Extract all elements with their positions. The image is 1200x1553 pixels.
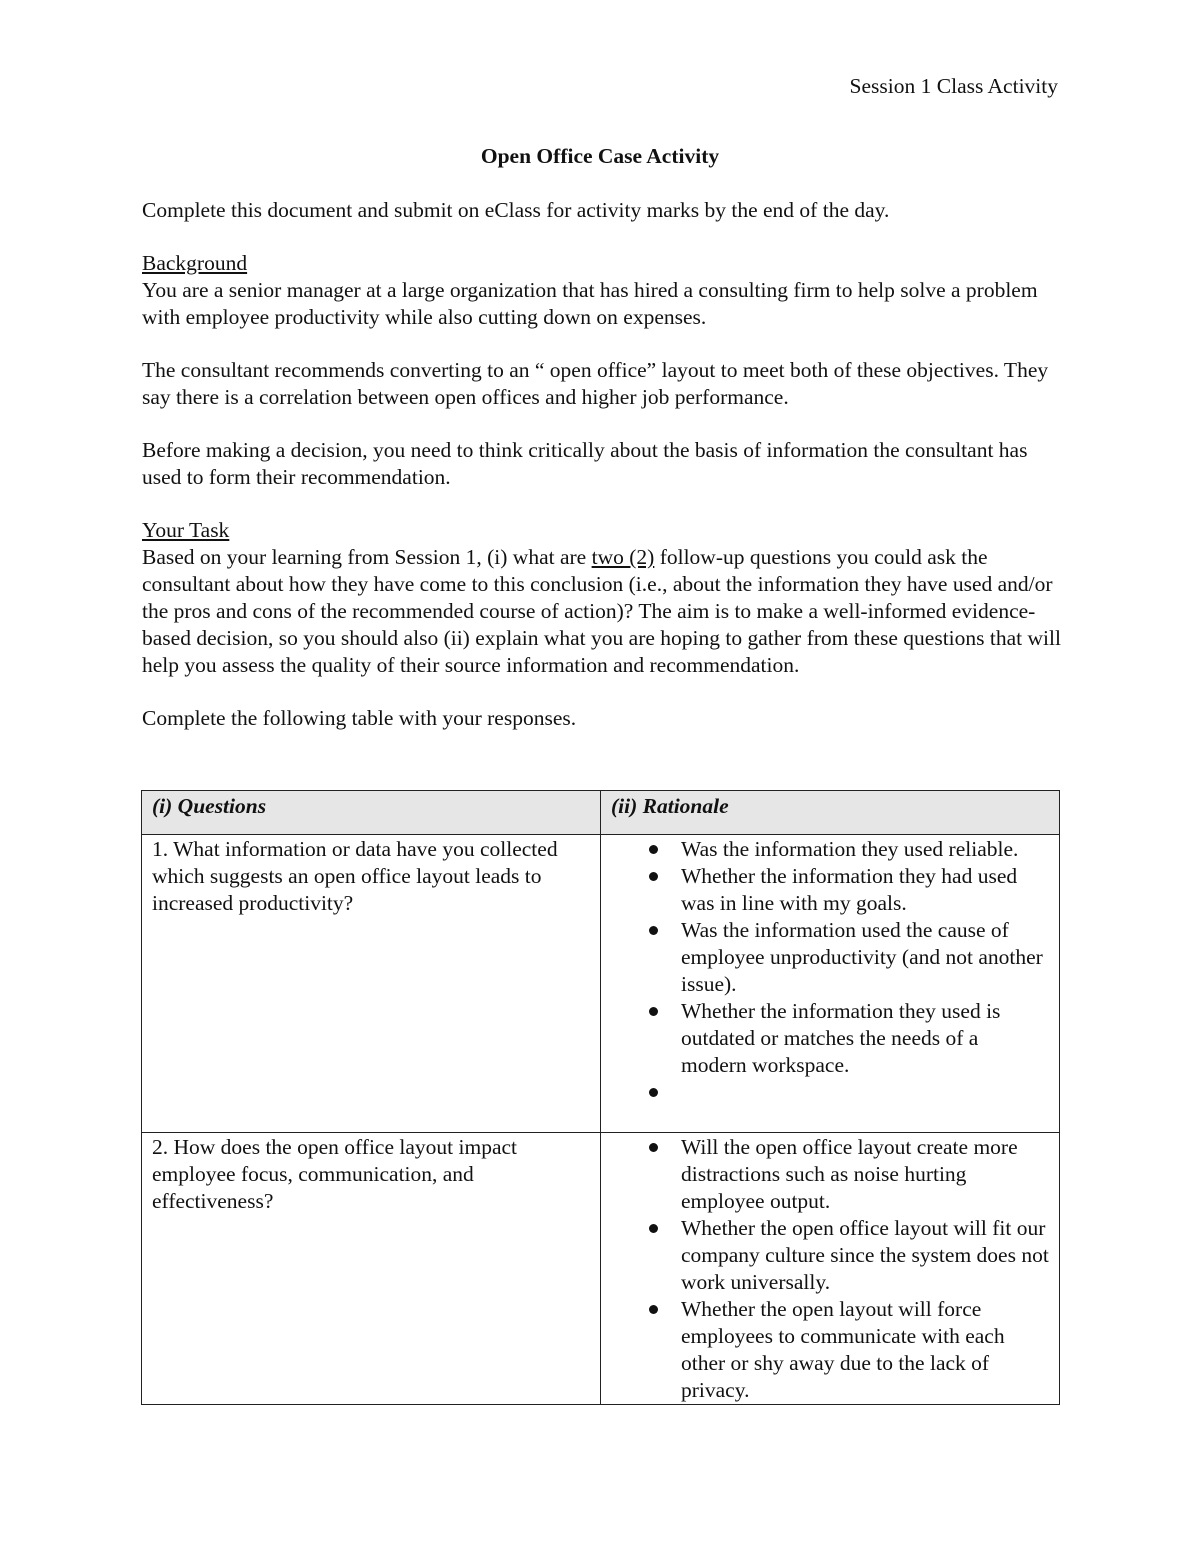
header-questions: (i) Questions [142, 791, 601, 835]
page-header: Session 1 Class Activity [849, 74, 1058, 98]
question-cell[interactable]: 1. What information or data have you collected which suggests an open office layout leads to increased productivity? [142, 835, 601, 1133]
rationale-item [611, 1134, 1049, 1215]
bullet-icon [649, 1007, 658, 1016]
rationale-item [611, 998, 1049, 1079]
rationale-item [611, 1296, 1049, 1404]
background-paragraph-1: You are a senior manager at a large organization that has hired a consulting firm to help solve a problem with employee productivity while also cutting down on expenses. [142, 278, 1038, 329]
rationale-text: Whether the information they used is outdated or matches the needs of a modern workspace. [681, 999, 1001, 1077]
task-text-part-2: follow-up questions you could ask the consultant about how they have come to this conclusion (i.e., about the information they have used and/or the pros and cons of the recommended course of action)? The aim is to make a well-informed evidence-based decision, so you should also (ii) explain what you are hoping to gather from these questions that will help you assess the quality of their source information and recommendation. [142, 545, 1061, 677]
rationale-text: Whether the information they had used was in line with my goals. [681, 864, 1018, 915]
rationale-list [611, 836, 1049, 1106]
table-row [142, 835, 1060, 1133]
background-heading: Background [142, 251, 248, 275]
rationale-text: Was the information used the cause of employee unproductivity (and not another issue). [681, 918, 1043, 996]
bullet-icon [649, 1224, 658, 1233]
document-body [142, 197, 1062, 732]
response-table [141, 790, 1060, 1405]
question-cell[interactable]: 2. How does the open office layout impact employee focus, communication, and effectiveness? [142, 1133, 601, 1405]
rationale-item [611, 917, 1049, 998]
task-heading: Your Task [142, 518, 230, 542]
task-text-part-1: Based on your learning from Session 1, (i) what are [142, 545, 592, 569]
rationale-item-empty [611, 1079, 1049, 1106]
background-paragraph-2: The consultant recommends converting to an “ open office” layout to meet both of these objectives. They say there is a correlation between open offices and higher job performance. [142, 358, 1049, 409]
bullet-icon [649, 1143, 658, 1152]
bullet-icon [649, 926, 658, 935]
rationale-item [611, 836, 1049, 863]
header-rationale: (ii) Rationale [601, 791, 1060, 835]
table-header-row [142, 791, 1060, 835]
background-paragraph-3: Before making a decision, you need to think critically about the basis of information the consultant has used to form their recommendation. [142, 438, 1028, 489]
rationale-cell[interactable] [601, 835, 1060, 1133]
intro-paragraph: Complete this document and submit on eClass for activity marks by the end of the day. [142, 198, 890, 222]
rationale-text: Was the information they used reliable. [681, 837, 1019, 861]
task-emphasis: two (2) [591, 545, 655, 569]
table-instruction: Complete the following table with your responses. [142, 706, 577, 730]
bullet-icon [649, 1305, 658, 1314]
rationale-item [611, 863, 1049, 917]
table-row [142, 1133, 1060, 1405]
rationale-text: Whether the open layout will force employees to communicate with each other or shy away due to the lack of privacy. [681, 1297, 1005, 1402]
bullet-icon [649, 1088, 658, 1097]
rationale-item [611, 1215, 1049, 1296]
bullet-icon [649, 845, 658, 854]
rationale-list [611, 1134, 1049, 1404]
task-paragraph [142, 544, 1062, 679]
rationale-text: Will the open office layout create more distractions such as noise hurting employee output. [681, 1135, 1018, 1213]
bullet-icon [649, 872, 658, 881]
document-title: Open Office Case Activity [480, 144, 720, 168]
rationale-cell[interactable] [601, 1133, 1060, 1405]
rationale-text: Whether the open office layout will fit our company culture since the system does not work universally. [681, 1216, 1049, 1294]
